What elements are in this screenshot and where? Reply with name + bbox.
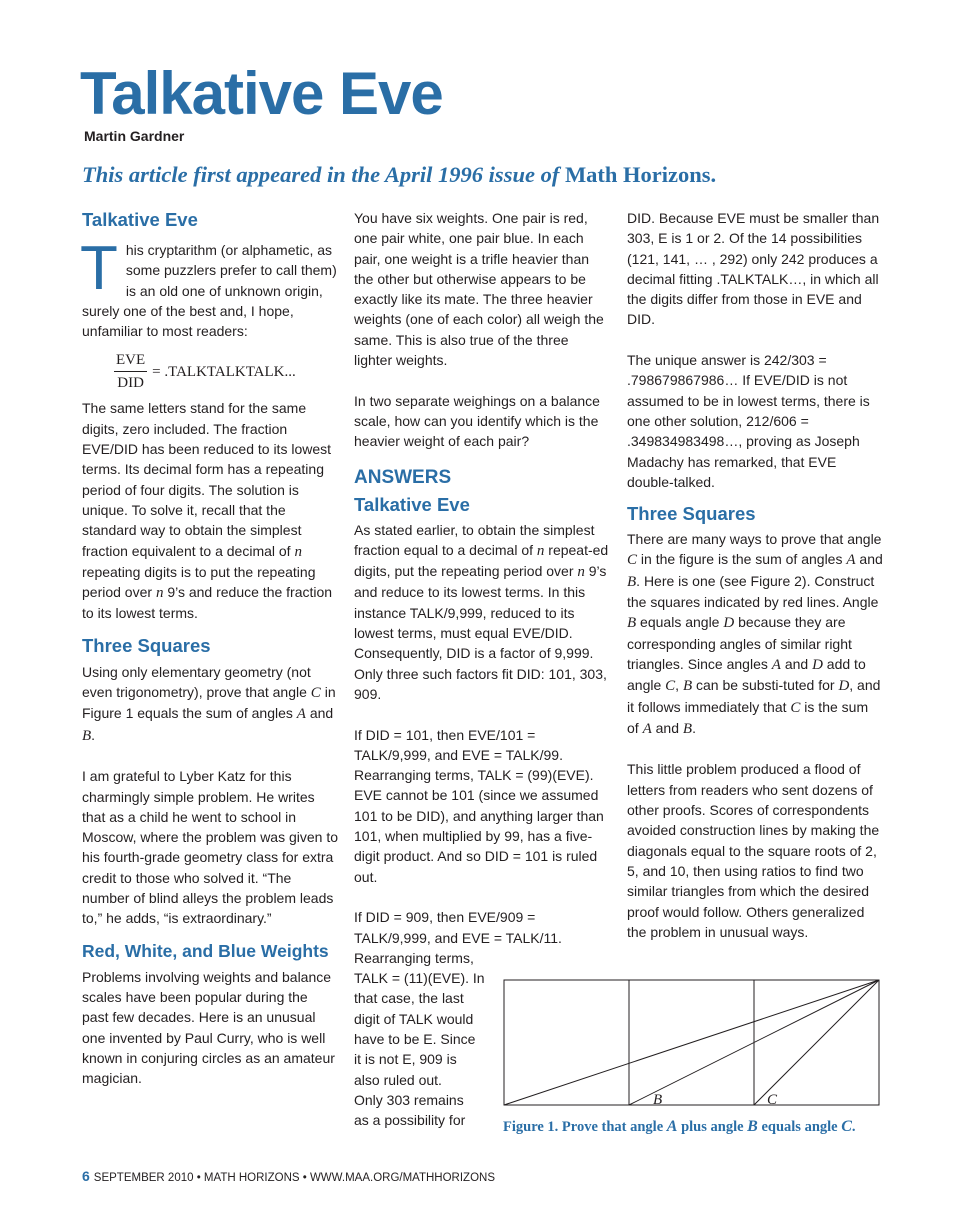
math-var: n	[577, 564, 585, 581]
heading-three-squares: Three Squares	[82, 634, 211, 656]
unique-answer-paragraph: The unique answer is 242/303 = .798679867986… If EVE/DID is not assumed to be in lowest terms, there is one other solution, 212/606 = .349834983498…, proving as Joseph Madachy has remarked, that EVE double-talked.	[627, 352, 870, 490]
column-3	[627, 208, 883, 942]
heading-weights: Red, White, and Blue Weights	[82, 940, 329, 961]
diagonal-c	[754, 980, 879, 1105]
author-name: Martin Gardner	[84, 128, 185, 144]
heading-answer-talkative-eve: Talkative Eve	[354, 493, 470, 515]
math-var: C	[665, 678, 676, 695]
figure-1-diagram	[503, 978, 881, 1108]
angle-label-b: B	[653, 1092, 663, 1108]
math-var: A	[666, 1118, 678, 1135]
did-continued-paragraph: DID. Because EVE must be smaller than 303, E is 1 or 2. Of the 14 possibilities (121, 141, … , 292) only 242 produces a decimal fitting .TALKTALK…, in which all the digits differ from those in EVE and DID.	[627, 210, 880, 328]
two-weighings-paragraph: In two separate weighings on a balance scale, how can you identify which is the heavier weight of each pair?	[354, 392, 600, 450]
math-var: n	[294, 543, 302, 560]
math-var: D	[723, 615, 735, 632]
text-run: ,	[675, 677, 683, 694]
text-run: .	[851, 1119, 856, 1135]
line: have to be E. Since	[354, 1030, 476, 1047]
text-run: can be substi-tuted for	[692, 677, 839, 694]
math-var: D	[812, 656, 823, 673]
line: If DID = 909, then EVE/909 =	[354, 909, 536, 926]
line: it is not E, 909 is	[354, 1051, 457, 1068]
intro-note	[82, 162, 716, 188]
math-var: C	[790, 699, 801, 716]
text-run: and	[305, 705, 334, 722]
text-run: in the figure is the sum of angles	[637, 551, 847, 568]
text-run: and	[651, 719, 683, 736]
text-run: Using only elementary geometry (not even trigonometry), prove that angle	[82, 663, 311, 701]
fraction-denominator: DID	[117, 375, 144, 392]
answer-squares-paragraph	[627, 529, 883, 739]
footer-text: SEPTEMBER 2010 • MATH HORIZONS • WWW.MAA.ORG/MATHHORIZONS	[93, 1172, 496, 1184]
heading-answer-three-squares: Three Squares	[627, 503, 756, 525]
line: TALK/9,999, and EVE = TALK/11.	[354, 929, 562, 946]
eve-paragraph-1-text: his cryptarithm (or alphametic, as some puzzlers prefer to call them) is an old one of unknown origin, surely one of the best and, I hope, unfamiliar to most readers:	[82, 242, 337, 340]
page-footer	[82, 1168, 495, 1184]
text-run: and	[780, 655, 813, 672]
math-var: D	[838, 678, 850, 695]
did-101-paragraph: If DID = 101, then EVE/101 = TALK/9,999, and EVE = TALK/99. Rearranging terms, TALK = (99)(EVE). EVE cannot be 101 (since we assumed 101 to be DID), and anything larger than 101, when multiplied by 99, has a five-digit product. And so DID = 101 is ruled out.	[354, 726, 604, 885]
text-run: equals angle	[757, 1119, 842, 1135]
line: digit of TALK would	[354, 1010, 474, 1027]
math-var: B	[627, 615, 637, 632]
math-var: B	[747, 1118, 758, 1135]
line: also ruled out.	[354, 1071, 442, 1088]
diagonal-a	[504, 980, 879, 1105]
weights-paragraph: Problems involving weights and balance scales have been popular during the past few decades. Here is an unusual one invented by Paul Curry, who is well known in conjuring circles as an amateur magician.	[82, 968, 335, 1087]
line: that case, the last	[354, 990, 464, 1007]
figure-caption	[503, 1118, 856, 1136]
article-title: Talkative Eve	[80, 60, 443, 127]
math-var: n	[536, 542, 545, 559]
math-var: C	[310, 685, 321, 702]
text-run: The same letters stand for the same digits, zero included. The fraction EVE/DID has been reduced to its lowest terms. Its decimal form has a repeating period of four digits. The solution is unique. To solve it, recall that the standard way to obtain the simplest fraction equivalent to a decimal of	[82, 400, 332, 559]
column-1	[82, 208, 338, 1088]
angle-label-c: C	[767, 1092, 778, 1108]
line: Rearranging terms,	[354, 949, 474, 966]
fraction-numerator: EVE	[114, 351, 147, 372]
math-var: A	[771, 656, 781, 673]
math-var: A	[296, 706, 306, 723]
text-run: repeating digits is to put the repeating period over	[82, 563, 316, 601]
squares-paragraph	[82, 662, 338, 746]
text-run: There are many ways to prove that angle	[627, 531, 882, 548]
text-run: add to angle	[627, 655, 866, 694]
math-var: B	[682, 678, 693, 695]
text-run: . Here is one (see Figure 2). Construct the squares indicated by red lines. Angle	[627, 572, 879, 611]
math-var: n	[155, 585, 164, 602]
heading-answers: ANSWERS	[354, 466, 452, 488]
math-var: B	[682, 720, 693, 737]
page-number: 6	[82, 1168, 90, 1184]
line: Only 303 remains	[354, 1091, 464, 1108]
math-var: C	[841, 1118, 852, 1135]
math-var: B	[82, 727, 92, 744]
math-var: A	[846, 552, 856, 569]
intro-text: This article first appeared in the April 1996 issue of	[82, 162, 565, 187]
line: TALK = (11)(EVE). In	[354, 970, 485, 987]
equation	[114, 351, 338, 392]
text-run: .	[91, 726, 96, 743]
text-run: Figure 1. Prove that angle	[503, 1119, 667, 1135]
math-var: C	[627, 552, 638, 569]
text-run: , and it follows immediately that	[627, 677, 881, 715]
text-run: repeat-ed digits, put the repeating period over	[354, 541, 609, 580]
text-run: As stated earlier, to obtain the simplest fraction equal to a decimal of	[354, 521, 595, 558]
intro-magazine: Math Horizons.	[564, 162, 717, 187]
text-run: equals angle	[636, 614, 724, 631]
text-run: in Figure 1 equals the sum of angles	[82, 684, 336, 722]
text-run: 9’s and reduce the fraction to its lowest terms.	[82, 584, 333, 622]
text-run: .	[692, 719, 696, 736]
drop-cap: T	[80, 234, 118, 303]
answer-eve-paragraph	[354, 520, 610, 705]
equation-rhs: = .TALKTALKTALK...	[152, 363, 296, 380]
katz-paragraph: I am grateful to Lyber Katz for this charmingly simple problem. He writes that as a child he went to school in Moscow, where the problem was given to his fourth-grade geometry class for extra credit to those who solved it. “The number of blind alleys the problem leads to,” he adds, “is extraordinary.”	[82, 768, 339, 927]
eve-paragraph-1	[80, 234, 338, 341]
math-var: B	[627, 573, 637, 590]
text-run: because they are corresponding angles of similar right triangles. Since angles	[627, 614, 852, 672]
math-var: A	[642, 720, 652, 737]
flood-paragraph: This little problem produced a flood of letters from readers who sent dozens of other proofs. Scores of correspondents avoided construction lines by making the diagonals equal to the square roots of 2, 5, and 10, then using ratios to find two similar triangles from which the desired proof would follow. Others generalized the problem in unusual ways.	[627, 761, 880, 940]
fraction	[114, 351, 147, 392]
text-run: plus angle	[677, 1119, 748, 1135]
eve-paragraph-2	[82, 398, 338, 623]
six-weights-paragraph: You have six weights. One pair is red, one pair white, one pair blue. In each pair, one weight is a trifle heavier than the other but otherwise appears to be exactly like its mate. The three heavier weights (one of each color) all weigh the same. This is also true of the three lighter weights.	[354, 210, 604, 369]
line: as a possibility for	[354, 1112, 466, 1129]
text-run: 9’s and reduce to its lowest terms. In this instance TALK/9,999, reduced to its lowest terms, must equal EVE/DID. Consequently, DID is a factor of 9,999. Only three such factors fit DID: 101, 303, 909.	[354, 563, 607, 702]
heading-talkative-eve: Talkative Eve	[82, 209, 198, 230]
text-run: and	[855, 551, 883, 568]
text-run: is the sum of	[627, 698, 869, 736]
